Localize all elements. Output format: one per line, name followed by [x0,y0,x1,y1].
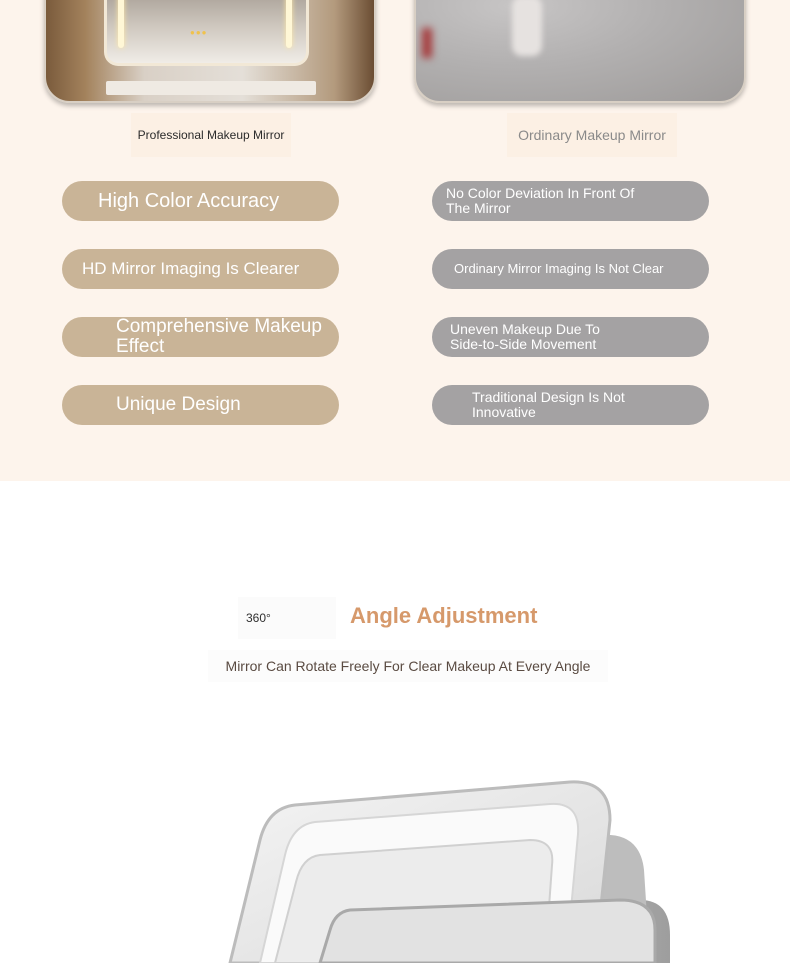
touch-buttons-icon: ●●● [190,28,208,37]
section-title: Angle Adjustment [350,603,538,628]
professional-mirror-photo [44,0,376,103]
ord-feature-pill [432,317,709,357]
pro-feature-pill [62,385,339,425]
ord-feature-pill [432,249,709,289]
led-strip-right [286,0,292,48]
pro-feature-label: HD Mirror Imaging Is Clearer [82,259,300,279]
mirror-layer-third [320,900,655,963]
pro-feature-label: High Color Accuracy [98,189,280,212]
rotating-mirror-illustration [200,760,680,963]
pro-feature-pill [62,181,339,221]
section-subtitle: Mirror Can Rotate Freely For Clear Makeup At Every Angle [208,650,608,682]
ord-feature-label: Traditional Design Is Not Innovative [472,389,625,420]
professional-caption: Professional Makeup Mirror [131,113,291,157]
ord-feature-label: No Color Deviation In Front Of The Mirror [446,185,635,216]
ord-feature-pill [432,181,709,221]
blurred-object [512,0,542,56]
mirror-base [106,81,316,95]
ord-feature-label: Uneven Makeup Due To Side-to-Side Movement [450,321,600,352]
mirror-comparison-section [0,0,790,481]
pro-feature-label: Comprehensive Makeup Effect [116,317,322,357]
ordinary-mirror-photo [414,0,746,103]
blurred-accent [422,28,432,58]
rotation-degree-label: 360° [238,597,336,639]
led-strip-left [118,0,124,48]
pro-feature-pill [62,317,339,357]
pro-feature-label: Unique Design [116,394,241,416]
ord-feature-label: Ordinary Mirror Imaging Is Not Clear [454,261,664,277]
pro-feature-pill [62,249,339,289]
ordinary-caption: Ordinary Makeup Mirror [507,113,677,157]
ord-feature-pill [432,385,709,425]
